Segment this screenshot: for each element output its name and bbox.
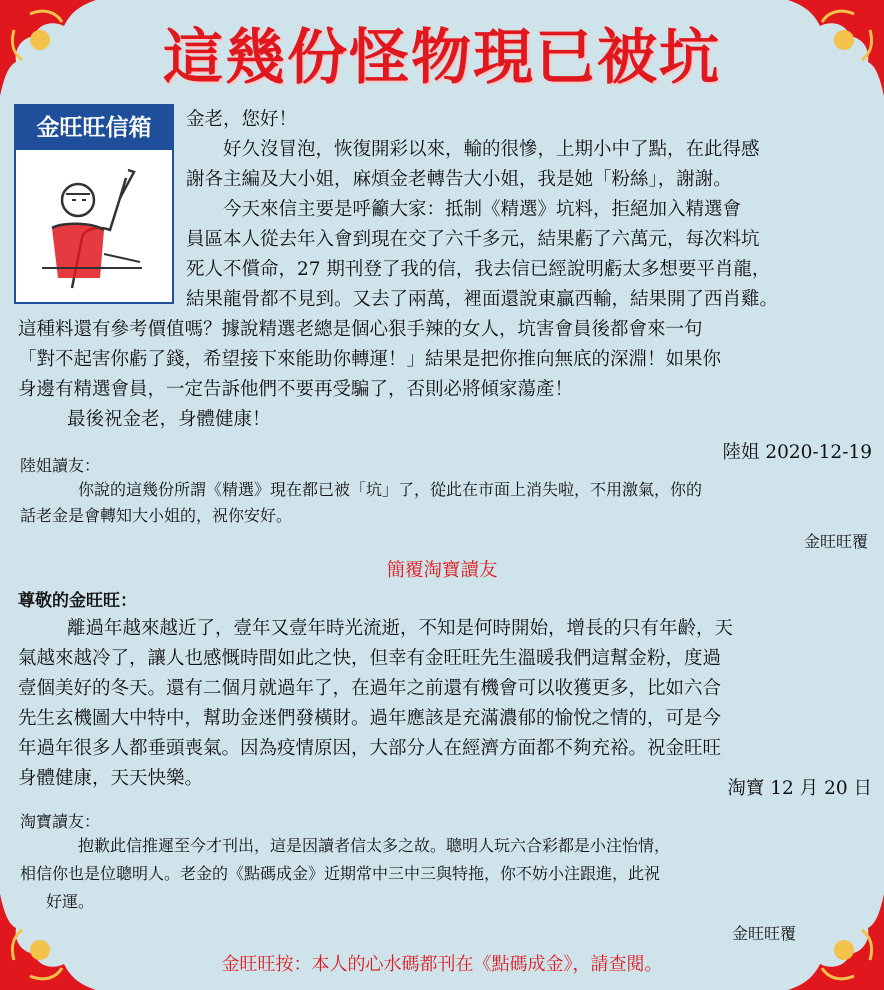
letter2-salutation: 尊敬的金旺旺： xyxy=(18,591,137,611)
letter1-line: 員區本人從去年入會到現在交了六千多元，結果虧了六萬元，每次料坑 xyxy=(186,229,760,250)
reply2-line: 抱歉此信推遲至今才刊出，這是因讀者信太多之故。聰明人玩六合彩都是小注怡情， xyxy=(78,836,671,855)
letter1-line: 身邊有精選會員，一定告訴他們不要再受騙了，否則必將傾家蕩產！ xyxy=(18,379,574,400)
section-heading: 簡覆淘寶讀友 xyxy=(386,560,498,581)
page-title: 這幾份怪物現已被坑 xyxy=(163,23,721,93)
letter1-line: 好久沒冒泡，恢復開彩以來，輸的很慘，上期小中了點，在此得感 xyxy=(223,139,760,160)
reply2-line: 好運。 xyxy=(46,892,95,911)
letter1-line: 結果龍骨都不見到。又去了兩萬，裡面還說東贏西輸，結果開了西肖雞。 xyxy=(186,289,779,310)
letter2-signature: 淘寶 12 月 20 日 xyxy=(727,778,872,799)
letter2-line: 先生玄機圖大中特中，幫助金迷們發橫財。過年應該是充滿濃郁的愉悅之情的，可是今 xyxy=(18,708,722,729)
letter2-line: 壹個美好的冬天。還有二個月就過年了，在過年之前還有機會可以收獲更多，比如六合 xyxy=(18,678,722,699)
letter1-line: 這種料還有參考價值嗎？據說精選老總是個心狠手辣的女人，坑害會員後都會來一句 xyxy=(18,319,703,340)
letter1-signature: 陸姐 2020-12-19 xyxy=(722,442,872,463)
reply1-signature: 金旺旺覆 xyxy=(803,532,868,551)
mailbox-label: 金旺旺信箱 xyxy=(16,106,172,150)
letter2-line: 年過年很多人都垂頭喪氣。因為疫情原因，大部分人在經濟方面都不夠充裕。祝金旺旺 xyxy=(18,738,722,759)
letter1-closing: 最後祝金老，身體健康！ xyxy=(67,409,271,430)
reply1-salutation: 陸姐讀友： xyxy=(20,456,101,475)
reply1-line: 話老金是會轉知大小姐的，祝你安好。 xyxy=(20,506,293,525)
reply1-line: 你說的這幾份所謂《精選》現在都已被「坑」了，從此在市面上消失啦，不用激氣，你的 xyxy=(78,480,703,499)
writer-illustration-icon xyxy=(22,158,162,294)
letter1-line: 「對不起害你虧了錢，希望接下來能助你轉運！」結果是把你推向無底的深淵！如果你 xyxy=(18,349,722,370)
letter1-line: 死人不償命，27 期刊登了我的信，我去信已經說明虧太多想要平肖龍， xyxy=(186,259,771,280)
letter1-line: 謝各主編及大小姐，麻煩金老轉告大小姐，我是她「粉絲」，謝謝。 xyxy=(186,169,732,190)
letter2-line: 身體健康，天天快樂。 xyxy=(18,768,204,789)
reply2-signature: 金旺旺覆 xyxy=(731,924,796,943)
letter1-greeting: 金老，您好！ xyxy=(186,109,298,130)
letter2-line: 離過年越來越近了，壹年又壹年時光流逝，不知是何時開始，增長的只有年齡，天 xyxy=(67,618,734,639)
footer-note: 金旺旺按：本人的心水碼都刊在《點碼成金》，請查閱。 xyxy=(221,954,663,975)
mailbox-badge xyxy=(14,104,174,304)
letter1-line: 今天來信主要是呼籲大家：抵制《精選》坑料，拒絕加入精選會 xyxy=(223,199,742,220)
reply2-salutation: 淘寶讀友： xyxy=(20,812,101,831)
letter2-line: 氣越來越冷了，讓人也感慨時間如此之快，但幸有金旺旺先生溫暖我們這幫金粉，度過 xyxy=(18,648,722,669)
reply2-line: 相信你也是位聰明人。老金的《點碼成金》近期常中三中三與特拖，你不妨小注跟進，此祝 xyxy=(20,864,661,883)
